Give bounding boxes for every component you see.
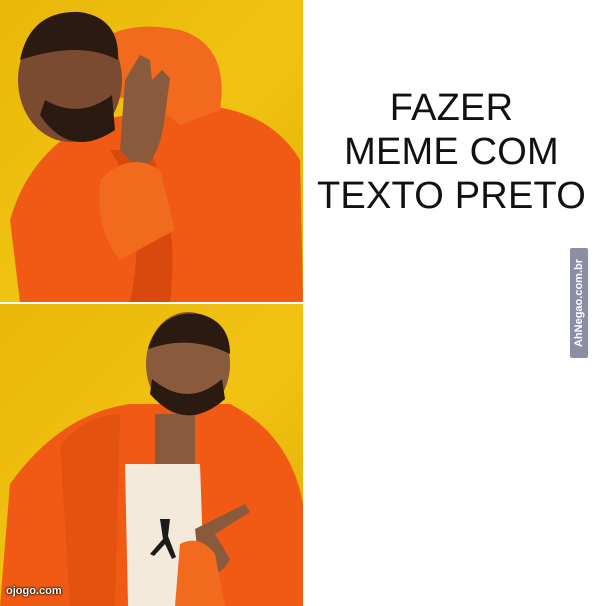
drake-reject-illustration bbox=[0, 0, 303, 302]
drake-reject-panel bbox=[0, 0, 303, 302]
bottom-watermark: ojogo.com bbox=[6, 585, 62, 597]
drake-approve-illustration bbox=[0, 304, 303, 606]
top-caption bbox=[311, 86, 592, 218]
side-watermark-text: AhNegao.com.br bbox=[573, 258, 585, 348]
bottom-caption-panel bbox=[303, 304, 608, 606]
caption-line: FAZER bbox=[389, 87, 514, 129]
caption-line: TEXTO PRETO bbox=[317, 175, 586, 217]
caption-line: MEME COM bbox=[344, 131, 559, 173]
top-caption-panel bbox=[303, 0, 608, 302]
side-watermark bbox=[570, 248, 588, 358]
drake-approve-panel bbox=[0, 304, 303, 606]
